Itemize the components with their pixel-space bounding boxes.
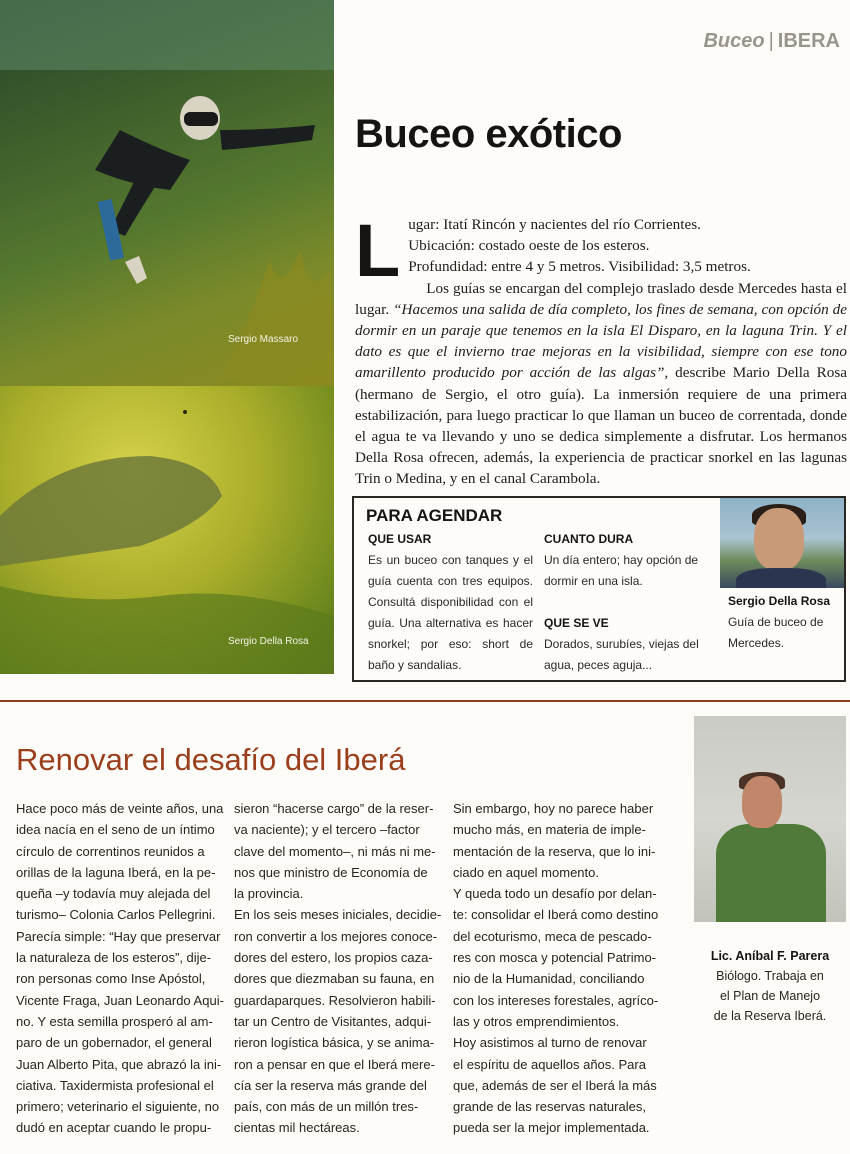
col1-line: queña –y todavía muy alejada del: [16, 886, 211, 902]
info-line-profundidad: Profundidad: entre 4 y 5 metros. Visibilidad: 3,5 metros.: [408, 258, 751, 276]
region-name: IBERA: [777, 30, 840, 52]
que-usar-heading: QUE USAR: [368, 532, 432, 546]
col3-line: el espíritu de aquellos años. Para: [453, 1056, 646, 1072]
col1-line: ciativa. Taxidermista profesional el: [16, 1077, 214, 1093]
col2-line: sieron “hacerse cargo” de la reser-: [234, 801, 434, 816]
fish-illustration: [0, 386, 334, 674]
col1-line: Juan Alberto Pita, que abrazó la ini-: [16, 1056, 222, 1072]
col3-line: mucho más, en materia de imple-: [453, 822, 646, 838]
diver-illustration: [0, 0, 334, 386]
col2-line: cientas mil hectáreas.: [234, 1120, 360, 1136]
section-divider: [0, 700, 850, 702]
col2-line: la provincia.: [234, 886, 304, 902]
article2-column-3: [453, 798, 685, 1139]
col2-line: va naciente); y el tercero –factor: [234, 822, 420, 838]
col3-line: las y otros emprendimientos.: [453, 1013, 620, 1029]
que-se-ve-heading: QUE SE VE: [544, 616, 609, 630]
col1-line: orillas de la laguna Iberá, en la pe-: [16, 864, 216, 880]
col3-line: grande de las reservas naturales,: [453, 1099, 646, 1115]
col3-line: del ecoturismo, meca de pescado-: [453, 928, 652, 944]
fish-photo: [0, 386, 334, 674]
caption-line: Biólogo. Trabaja en: [716, 969, 824, 983]
guide-quote: “Hacemos una salida de día completo, los fines de semana, con opción de dormir en un paraje que tenemos en la isla El Disparo, en la laguna Trin. Y el dato es que el invierno trae mejoras en la visibilidad, siempre con ese tono amarillento producido por acción de las algas”,: [355, 300, 847, 382]
col1-line: Parecía simple: “Hay que preservar: [16, 928, 221, 944]
col2-line: dores del estero, los propios caza-: [234, 950, 433, 966]
col1-line: no. Y esta semilla prosperó al am-: [16, 1013, 213, 1029]
col3-line: Hoy asistimos al turno de renovar: [453, 1035, 647, 1051]
col3-line: con los intereses forestales, agríco-: [453, 992, 659, 1008]
caption-line: el Plan de Manejo: [719, 989, 821, 1003]
article2-column-2: [234, 798, 440, 1139]
biologist-photo: [694, 716, 846, 922]
col1-line: primero; veterinario el siguiente, no: [16, 1099, 220, 1115]
col3-line: res con mosca y potencial Patrimo-: [453, 950, 657, 966]
cuanto-dura-heading: CUANTO DURA: [544, 532, 634, 546]
col1-line: Hace poco más de veinte años, una: [16, 801, 224, 816]
caption-line: de la Reserva Iberá.: [713, 1009, 827, 1023]
info-line-ubicacion: Ubicación: costado oeste de los esteros.: [408, 237, 650, 255]
drop-cap: L: [355, 209, 401, 292]
section-tag: [703, 30, 840, 53]
col1-line: ron personas como Inse Apóstol,: [16, 971, 206, 987]
section-name: Buceo: [703, 30, 765, 52]
col2-line: dores que diezmaban su fauna, en: [234, 971, 435, 987]
col2-line: En los seis meses iniciales, decidie-: [234, 907, 442, 923]
col3-line: que, además de ser el Iberá la más: [453, 1077, 657, 1093]
col2-line: tar un Centro de Visitantes, adqui-: [234, 1013, 432, 1029]
col2-line: país, con más de un millón tres-: [234, 1099, 419, 1115]
article2-column-1: [16, 798, 222, 1139]
photo-credit-top: Sergio Massaro: [228, 334, 299, 345]
col2-line: ron convertir a los mejores conoce-: [234, 928, 438, 944]
col1-line: círculo de correntinos reunidos a: [16, 843, 205, 859]
article-title: Buceo exótico: [355, 112, 622, 156]
que-se-ve-text: Dorados, surubíes, viejas del agua, peces aguja...: [544, 637, 699, 672]
col3-line: pueda ser la mejor implementada.: [453, 1120, 650, 1136]
guide-portrait: [720, 498, 844, 588]
guide-role: Guía de buceo de Mercedes.: [728, 615, 824, 650]
diver-photo: [0, 0, 334, 386]
col1-line: la naturaleza de los esteros”, dije-: [16, 950, 212, 966]
col3-line: nio de la Humanidad, conciliando: [453, 971, 645, 987]
paragraph-text-2: describe Mario Della Rosa (hermano de Sergio, el otro guía). La inmersión requiere de una primera estabilización, para luego practicar lo que llaman un buceo de correntada, donde el agua te va llevando y uno se dedica simplemente a disfrutar. Los hermanos Della Rosa ofrecen, además, la experiencia de practicar snorkel en las lagunas Trin o Medina, y en el canal Carambola.: [355, 364, 847, 488]
biologist-name: Lic. Aníbal F. Parera: [710, 949, 830, 963]
col1-line: idea nacía en el seno de un íntimo: [16, 822, 215, 838]
cuanto-dura-text: Un día entero; hay opción de dormir en una isla.: [544, 553, 699, 588]
col3-line: te: consolidar el Iberá como destino: [453, 907, 659, 923]
col2-line: ron a pensar en que el Iberá mere-: [234, 1056, 435, 1072]
para-agendar-box: [352, 496, 846, 682]
col2-line: guardaparques. Resolvieron habili-: [234, 992, 436, 1008]
col2-line: rieron logística básica, y se anima-: [234, 1035, 435, 1051]
col3-line: Sin embargo, hoy no parece haber: [453, 801, 654, 816]
col3-line: Y queda todo un desafío por delan-: [453, 886, 657, 902]
article-body: [355, 209, 847, 490]
paragraph-text-1: Los guías se encargan del complejo traslado desde Mercedes hasta el lugar.: [355, 279, 847, 318]
col2-line: clave del momento–, ni más ni me-: [234, 843, 436, 859]
col1-line: Vicente Fraga, Juan Leonardo Aqui-: [16, 992, 224, 1008]
col3-line: ciado en aquel momento.: [453, 864, 599, 880]
col1-line: paro de un gobernador, el general: [16, 1035, 212, 1051]
col3-line: mentación de la reserva, que lo ini-: [453, 843, 656, 859]
info-line-lugar: ugar: Itatí Rincón y nacientes del río Corrientes.: [408, 216, 701, 233]
article-paragraph: [355, 278, 847, 490]
section-separator: |: [768, 30, 774, 52]
col2-line: nos que ministro de Economía de: [234, 864, 428, 880]
guide-name: Sergio Della Rosa: [728, 594, 831, 608]
que-usar-text: Es un buceo con tanques y el guía cuenta con tres equipos. Consultá disponibilidad con el guía. Una alternativa es hacer snorkel; por eso: short de baño y sandalias.: [368, 553, 533, 672]
photo-credit-bottom: Sergio Della Rosa: [228, 636, 309, 647]
col2-line: cía ser la reserva más grande del: [234, 1077, 427, 1093]
col1-line: turismo– Colonia Carlos Pellegrini.: [16, 907, 216, 923]
box-title: PARA AGENDAR: [366, 506, 503, 525]
biologist-caption: [694, 946, 846, 1026]
col1-line: dudó en aceptar cuando le propu-: [16, 1120, 212, 1136]
section-title: Renovar el desafío del Iberá: [16, 742, 406, 777]
